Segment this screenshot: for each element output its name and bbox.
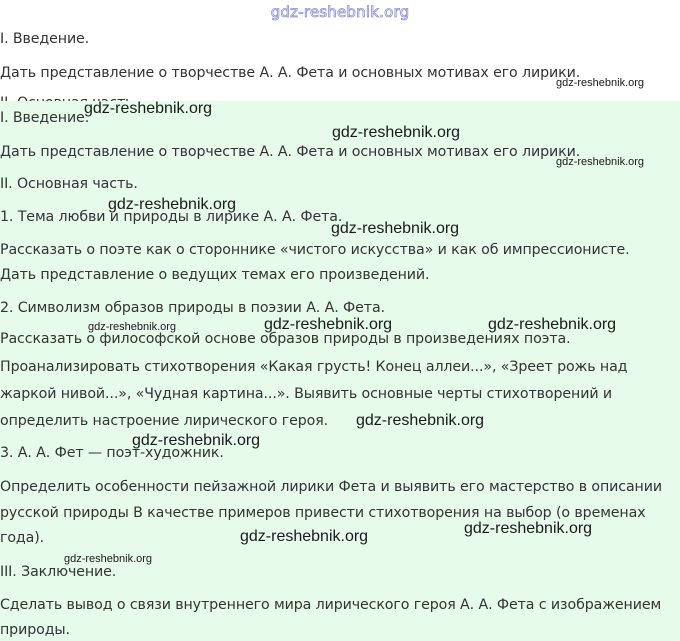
- item2-line1: Рассказать о философской основе образов природы в произведениях поэта.: [0, 331, 571, 347]
- item1-title: 1. Тема любви и природы в лирике А. А. Фета.: [0, 209, 343, 225]
- header-watermark: gdz-reshebnik.org: [270, 3, 410, 21]
- watermark: gdz-reshebnik.org: [88, 321, 177, 333]
- watermark: gdz-reshebnik.org: [332, 124, 461, 141]
- watermark: gdz-reshebnik.org: [264, 316, 393, 333]
- watermark: gdz-reshebnik.org: [64, 553, 153, 565]
- item1-line1: Рассказать о поэте как о стороннике «чистого искусства» и как об импрессионисте.: [0, 242, 630, 258]
- main-heading: II. Основная часть.: [0, 176, 138, 192]
- watermark: gdz-reshebnik.org: [108, 196, 237, 213]
- item2-line4: определить настроение лирического героя.: [0, 413, 329, 429]
- watermark: gdz-reshebnik.org: [331, 220, 460, 237]
- intro-heading: I. Введение.: [0, 110, 90, 126]
- watermark: gdz-reshebnik.org: [556, 156, 645, 168]
- top-intro-heading: I. Введение.: [0, 31, 90, 47]
- conclusion-heading: III. Заключение.: [0, 564, 117, 580]
- watermark: gdz-reshebnik.org: [84, 100, 213, 117]
- item1-line2: Дать представление о ведущих темах его произведений.: [0, 267, 430, 283]
- watermark: gdz-reshebnik.org: [464, 520, 593, 537]
- item3-line1: Определить особенности пейзажной лирики Фета и выявить его мастерство в описании: [0, 479, 662, 495]
- item3-line2: русской природы В качестве примеров привести стихотворения на выбор (о временах: [0, 505, 646, 521]
- item2-title: 2. Символизм образов природы в поэзии А. А. Фета.: [0, 300, 385, 316]
- top-intro-text: Дать представление о творчестве А. А. Фета и основных мотивах его лирики.: [0, 65, 581, 81]
- item2-line2: Проанализировать стихотворения «Какая грусть! Конец аллеи...», «Зреет рожь над: [0, 359, 628, 375]
- conclusion-line2: природы.: [0, 622, 70, 638]
- item2-line3: жаркой нивой...», «Чудная картина...». Выявить основные черты стихотворений и: [0, 386, 612, 402]
- watermark: gdz-reshebnik.org: [356, 412, 485, 429]
- watermark: gdz-reshebnik.org: [556, 77, 645, 89]
- intro-text: Дать представление о творчестве А. А. Фета и основных мотивах его лирики.: [0, 144, 581, 160]
- item3-title: 3. А. А. Фет — поэт-художник.: [0, 445, 224, 461]
- conclusion-line1: Сделать вывод о связи внутреннего мира лирического героя А. А. Фета с изображением: [0, 597, 662, 613]
- watermark: gdz-reshebnik.org: [132, 432, 261, 449]
- item3-line3: года).: [0, 530, 45, 546]
- watermark: gdz-reshebnik.org: [240, 528, 369, 545]
- watermark: gdz-reshebnik.org: [488, 316, 617, 333]
